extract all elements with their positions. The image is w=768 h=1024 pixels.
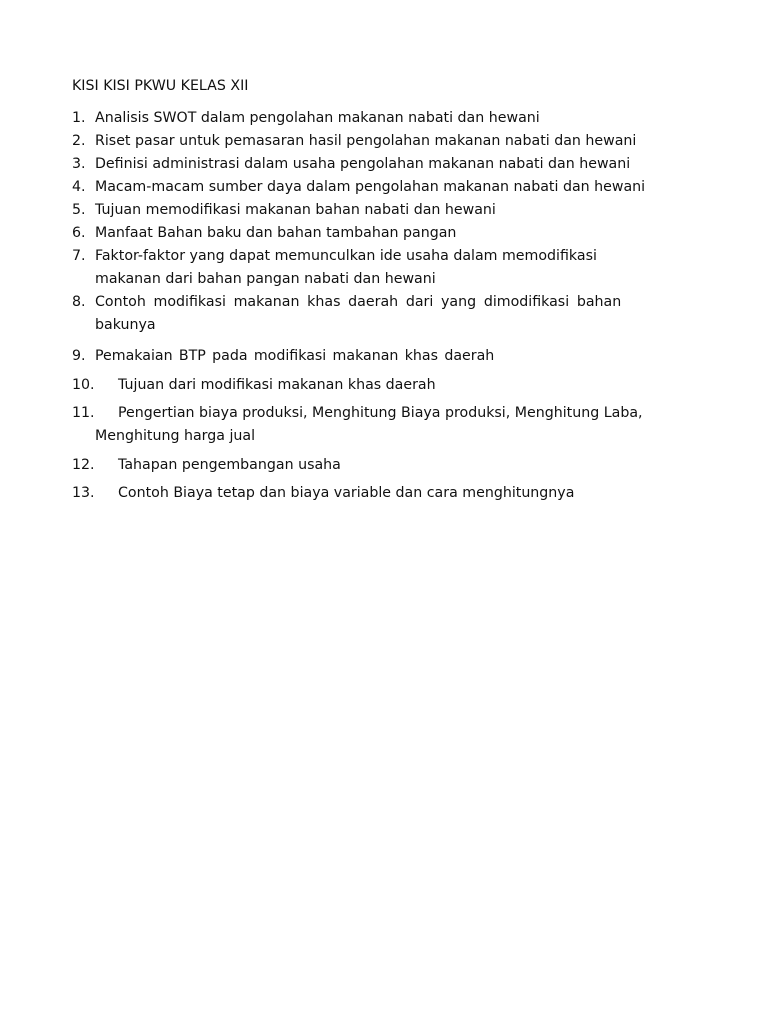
list-item-11 xyxy=(72,402,692,448)
item-text: Tujuan dari modifikasi makanan khas daerah xyxy=(118,377,436,393)
item-number: 13. xyxy=(72,485,95,501)
item-text-continuation: bakunya xyxy=(95,317,156,333)
item-number: 4. xyxy=(72,179,86,195)
item-text: Contoh Biaya tetap dan biaya variable dan cara menghitungnya xyxy=(118,485,575,501)
item-number: 9. xyxy=(72,348,86,364)
item-number: 8. xyxy=(72,294,86,310)
item-number: 3. xyxy=(72,156,86,172)
item-number: 6. xyxy=(72,225,86,241)
item-text: Tahapan pengembangan usaha xyxy=(118,457,341,473)
item-text: Definisi administrasi dalam usaha pengolahan makanan nabati dan hewani xyxy=(95,156,631,172)
item-number: 10. xyxy=(72,377,95,393)
item-text: Tujuan memodifikasi makanan bahan nabati dan hewani xyxy=(95,202,496,218)
item-text: Analisis SWOT dalam pengolahan makanan nabati dan hewani xyxy=(95,110,540,126)
item-text-continuation: makanan dari bahan pangan nabati dan hewani xyxy=(95,271,436,287)
item-text: Riset pasar untuk pemasaran hasil pengolahan makanan nabati dan hewani xyxy=(95,133,637,149)
list-item-8 xyxy=(72,291,692,337)
list-item-7 xyxy=(72,245,692,291)
item-number: 12. xyxy=(72,457,95,473)
item-text: Manfaat Bahan baku dan bahan tambahan pangan xyxy=(95,225,457,241)
item-number: 1. xyxy=(72,110,86,126)
item-text-continuation: Menghitung harga jual xyxy=(95,428,256,444)
item-text: Macam-macam sumber daya dalam pengolahan makanan nabati dan hewani xyxy=(95,179,646,195)
document-title: KISI KISI PKWU KELAS XII xyxy=(72,78,249,94)
item-text: Contoh modifikasi makanan khas daerah dari yang dimodifikasi bahan xyxy=(95,294,622,310)
item-text: Pengertian biaya produksi, Menghitung Biaya produksi, Menghitung Laba, xyxy=(118,405,643,421)
item-text: Faktor-faktor yang dapat memunculkan ide usaha dalam memodifikasi xyxy=(95,248,597,264)
item-text: Pemakaian BTP pada modifikasi makanan khas daerah xyxy=(95,348,495,364)
item-number: 11. xyxy=(72,405,95,421)
item-number: 2. xyxy=(72,133,86,149)
item-number: 7. xyxy=(72,248,86,264)
item-number: 5. xyxy=(72,202,86,218)
